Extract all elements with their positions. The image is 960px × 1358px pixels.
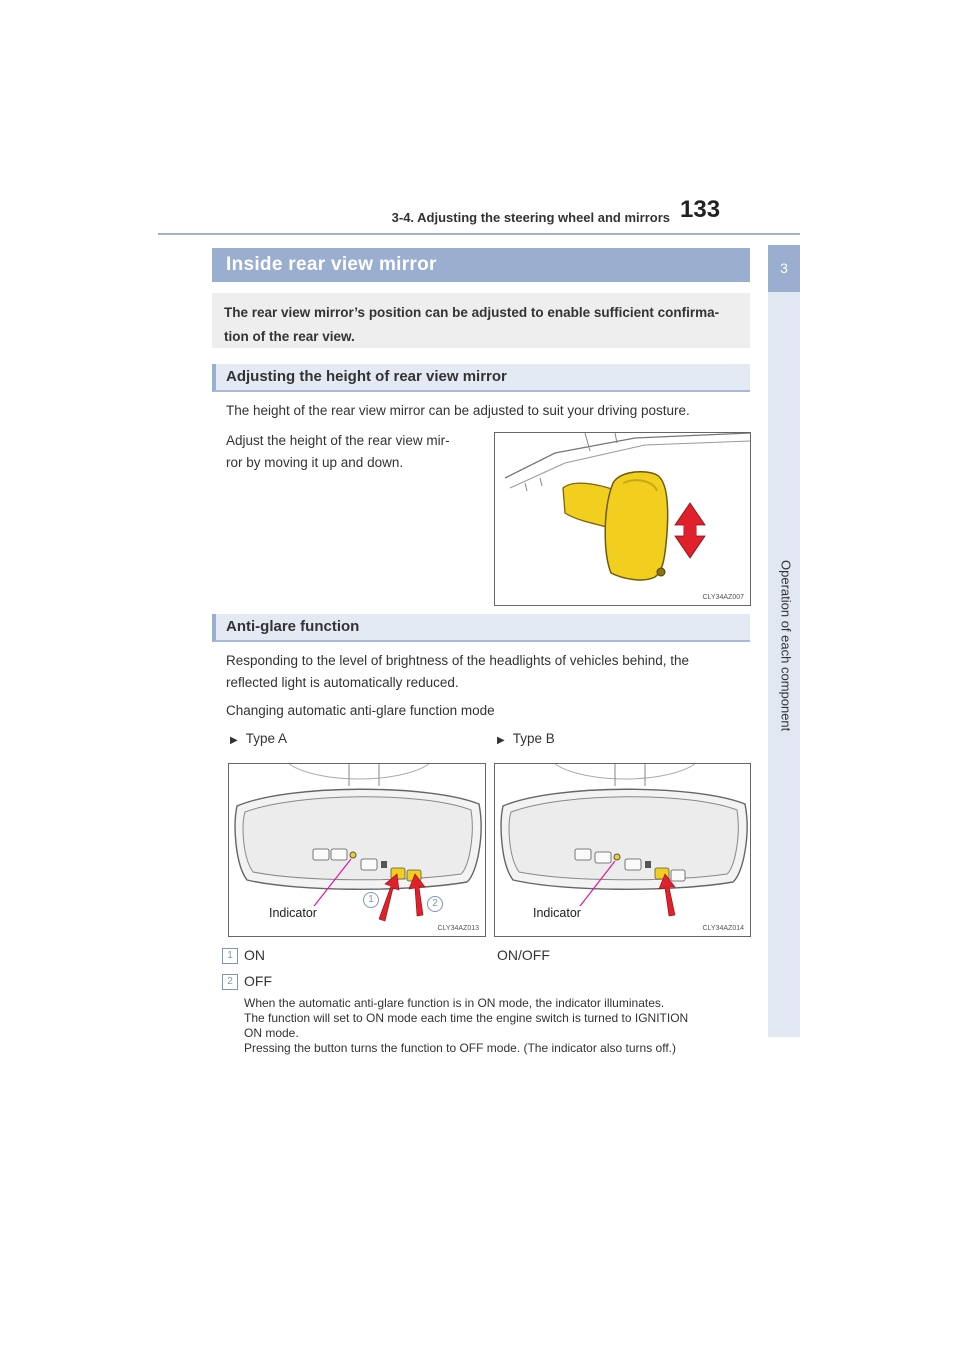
height-instruction-line-1: Adjust the height of the rear view mir-	[226, 433, 450, 448]
mirror-height-figure	[494, 432, 751, 606]
antiglare-text-line-1: Responding to the level of brightness of the headlights of vehicles behind, the	[226, 653, 690, 668]
type-b-label	[497, 731, 555, 746]
item-label-on: ON	[244, 947, 265, 963]
chapter-tab-number: 3	[768, 245, 800, 292]
antiglare-heading: Anti-glare function	[212, 614, 750, 642]
intro-box	[212, 293, 750, 348]
note-line-1: When the automatic anti-glare function is in ON mode, the indicator illuminates.	[244, 996, 665, 1010]
chapter-tab-label-text: Operation of each component	[778, 560, 794, 732]
note-line-4: Pressing the button turns the function to OFF mode. (The indicator also turns off.)	[244, 1041, 676, 1055]
triangle-bullet-icon: ▶	[230, 735, 238, 746]
section-title: Inside rear view mirror	[212, 248, 750, 282]
item-number-2: 2	[222, 974, 238, 990]
antiglare-mode-text: Changing automatic anti-glare function mode	[226, 703, 495, 718]
figure-code: CLY34AZ013	[437, 925, 479, 932]
note-line-2: The function will set to ON mode each time the engine switch is turned to IGNITION	[244, 1011, 689, 1025]
intro-line-1: The rear view mirror’s position can be adjusted to enable sufficient confirma-	[224, 305, 720, 320]
mirror-height-illustration	[495, 433, 750, 605]
triangle-bullet-icon: ▶	[497, 735, 505, 746]
header-rule	[158, 233, 800, 235]
item-label-off: OFF	[244, 973, 272, 989]
figure-code: CLY34AZ007	[702, 594, 744, 601]
page-number: 133	[680, 196, 721, 223]
height-instruction-line-2: ror by moving it up and down.	[226, 455, 404, 470]
notes	[244, 996, 754, 1056]
height-heading: Adjusting the height of rear view mirror	[212, 364, 750, 392]
callout-2: 2	[427, 896, 443, 912]
chapter-tab-label	[776, 560, 796, 780]
running-header: 3-4. Adjusting the steering wheel and mirrors	[391, 210, 670, 225]
type-b-indicator-label: Indicator	[533, 906, 581, 920]
callout-1: 1	[363, 892, 379, 908]
antiglare-text-line-2: reflected light is automatically reduced.	[226, 675, 459, 690]
type-a-label	[230, 731, 287, 746]
type-b-figure	[494, 763, 751, 937]
type-b-text: Type B	[512, 731, 555, 746]
height-instruction	[226, 430, 486, 474]
height-text: The height of the rear view mirror can be adjusted to suit your driving posture.	[226, 403, 690, 418]
type-a-text: Type A	[245, 731, 287, 746]
antiglare-text	[226, 650, 750, 694]
intro-line-2: tion of the rear view.	[224, 329, 355, 344]
type-a-indicator-label: Indicator	[269, 906, 317, 920]
type-a-figure	[228, 763, 486, 937]
figure-code: CLY34AZ014	[702, 925, 744, 932]
type-b-item-label: ON/OFF	[497, 947, 550, 963]
note-line-3: ON mode.	[244, 1026, 299, 1040]
type-a-mirror-illustration	[229, 764, 485, 936]
item-number-1: 1	[222, 948, 238, 964]
